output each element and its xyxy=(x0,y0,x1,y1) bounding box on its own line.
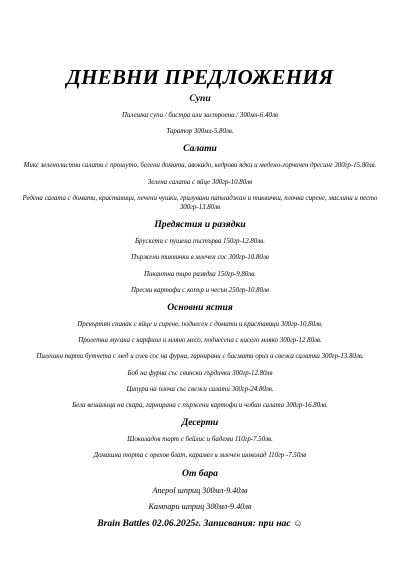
menu-item: Редена салата с домати, краставици, печени чушки, грилувани патладжан и тиквички, плочка сирене, маслини и песто 300гр-13.80лв xyxy=(22,194,378,212)
menu-item: Зелена салата с яйце 300гр-10.80лв xyxy=(147,178,253,186)
menu-item: Бела вешалица на скара, гарнирана с пържени картофи и чобан салата 300гр-16.80лв. xyxy=(72,402,328,410)
menu-item: Превъртян спанак с яйце и сирене, поднесен с домати и краставици 300гр-10.80лв. xyxy=(77,321,323,329)
menu-item: Пържени тиквички в млечен сос 300гр-10.80лв xyxy=(131,254,269,262)
section-title-desserts: Десерти xyxy=(181,417,219,429)
menu-item: Апероl шприц 300мл-9.40лв xyxy=(152,485,248,495)
menu-item: Боб на фурна със свински гърдички 300гр-12.80лв xyxy=(127,369,273,377)
menu-item: Кампари шприц 300мл-9.40лв xyxy=(148,501,252,511)
section-salads xyxy=(14,143,386,212)
menu-item: Пикантна тиро разядка 150гр-9.80лв. xyxy=(144,270,256,278)
page-title: ДНЕВНИ ПРЕДЛОЖЕНИЯ xyxy=(66,65,334,89)
menu-item: Брускети с пушена пъстърва 150гр-12.80лв. xyxy=(134,238,265,246)
section-title-salads: Салати xyxy=(183,143,217,155)
section-soups xyxy=(14,93,386,136)
section-mains xyxy=(14,302,386,410)
section-bar xyxy=(14,468,386,512)
menu-item: Микс зеленолистни салати с прошуто, белени домати, авокадо, кедрови ядки и медено-горчичен дресинг 300гр-15.80лв. xyxy=(23,162,377,170)
menu-item: Пролетна мусака с карфиол и мляно месо, поднесена с кисело мляко 300гр-12.80лв. xyxy=(78,337,322,345)
section-title-soups: Супи xyxy=(189,93,211,104)
menu-item: Пилешка супа / бистра или застроена / 300мл-6.40лв xyxy=(121,112,278,119)
menu-item: Шоколадов тарт с бейлис и бадеми 110гр-7.50лв. xyxy=(127,436,273,444)
footer-announcement: Brain Battles 02.06.2025г. Записвания: при нас ☺ xyxy=(97,517,303,529)
menu-item: Пресни картофи с копър и чесън 250гр-10.80лв xyxy=(130,286,270,294)
section-desserts xyxy=(14,417,386,460)
menu-item: Пилешки парти бутчета с мед и соев сос на фурна, гарнирани с басмати ориз и свежа салатка 300гр-13.80лв. xyxy=(36,353,364,361)
section-starters xyxy=(14,219,386,295)
menu-item: Ципура на плоча със свежи салати 300гр-24.80лв. xyxy=(126,385,274,393)
menu-item: Таратор 300мл-5.80лв. xyxy=(166,128,234,136)
section-title-bar: От бара xyxy=(182,467,218,479)
section-title-starters: Предястия и разядки xyxy=(154,219,246,231)
menu-item: Домашна торта с орехов блат, карамел и млечен шоколад 110гр -7.50лв xyxy=(93,452,307,460)
section-title-mains: Основни ястия xyxy=(167,302,233,314)
